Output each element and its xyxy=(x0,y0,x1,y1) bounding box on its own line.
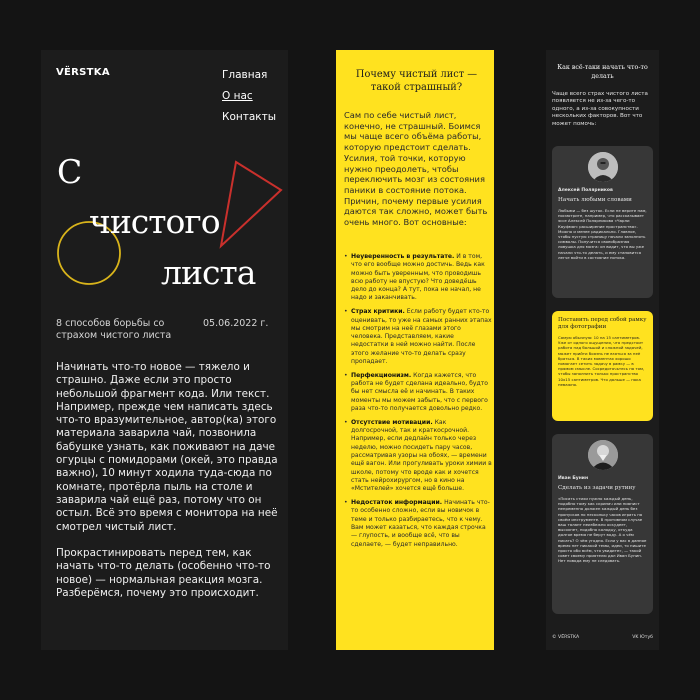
tip-text: Самую обычную: 10 на 15 сантиметров. Уже от одного ощущения, что предстоит работа над большой и сложной задачей, может прийти боязнь не взяться за неё браться. В таких моментах хорошо помогает сетить задачу в рамку — в прямом смысле. Сосредоточьтесь на том, чтобы заполнить только пространство 10х15 сантиметров. Что дальше — пока неважно. xyxy=(558,335,645,387)
article-date: 05.06.2022 г. xyxy=(203,318,269,329)
nav-link-about[interactable]: О нас xyxy=(222,90,253,102)
reasons-column xyxy=(336,50,494,650)
hero-title-line-2: чистого xyxy=(89,202,220,241)
avatar xyxy=(588,152,618,182)
tips-heading: Как всё-таки начать что-то делать xyxy=(557,64,648,80)
reason-text: Если работу будет кто-то оценивать, то уже на самых ранних этапах мы смотрим на неё глазами этого человека. Представляем, какие недостатки в ней можно найти. После этого желание что-то делать сразу пропадает. xyxy=(351,308,492,366)
reason-term: Отсутствие мотивации. xyxy=(351,418,433,426)
nav-link-contacts[interactable]: Контакты xyxy=(222,111,277,123)
list-item xyxy=(344,308,492,366)
tip-card-1 xyxy=(552,146,653,298)
site-logo[interactable]: VËRSTKA xyxy=(56,67,110,78)
tip-heading: Поставить перед собой рамку для фотографии xyxy=(558,317,647,330)
reason-term: Страх критики. xyxy=(351,308,405,316)
reason-term: Перфекционизм. xyxy=(351,371,412,379)
footer xyxy=(552,635,653,640)
author-name: Алексей Полярников xyxy=(558,188,613,193)
tips-intro: Чаще всего страх чистого листа появляется не из-за чего-то одного, а из-за совокупности нескольких факторов. Вот что может помочь: xyxy=(552,91,648,127)
reasons-intro: Сам по себе чистый лист, конечно, не страшный. Боимся мы чаще всего объёма работы, которую предстоит сделать. Усилия, той точки, которую нужно преодолеть, чтобы переключить мозг из состояния паники в состояние потока. Причин, почему первые усилия даются так сложно, может быть очень много. Вот основные: xyxy=(344,110,488,228)
footer-social-links[interactable]: VK Ютуб xyxy=(632,635,653,640)
hero-title-line-1: С xyxy=(57,152,82,191)
main-nav xyxy=(222,65,276,128)
article-intro xyxy=(56,361,281,614)
article-hero-column xyxy=(41,50,288,650)
reasons-list xyxy=(344,253,492,554)
article-subtitle: 8 способов борьбы со страхом чистого листа xyxy=(56,318,172,341)
intro-paragraph: Начинать что-то новое — тяжело и страшно. Даже если это просто небольшой фрагмент кода. Или текст. Например, прежде чем написать здесь что-то вразумительное, автор(ка) этого материала заварила чай, позвонила бабушке узнать, как поживают на даче огурцы с помидорами (окей, это правда важно), 10 минут ходила туда-сюда по комнате, протёрла пыль на столе и заварила чай ещё раз, потому что он остыл. Всё это время с монитора на неё смотрел чистый лист. xyxy=(56,361,278,533)
hero-block xyxy=(41,130,288,310)
list-item xyxy=(344,372,492,413)
tip-text: «Писать стихи нужно каждый день, подобно тому как скрипач или пианист непременно должен каждый день без пропусков по нескольку часов играть на своём инструменте. В противном случае ваш талант неизбежно оскудеет, высохнет, подобно колодцу, откуда долгое время не берут воду. А о чём писать? О чём угодно. Если у вас в данное время нет никакой темы, идеи, то пишите просто обо всём, что увидите», — такой совет своему приятелю дал Иван Бунин. Нет повода ему не следовать. xyxy=(558,496,647,564)
nav-link-home[interactable]: Главная xyxy=(222,69,268,81)
intro-paragraph: Прокрастинировать перед тем, как начать что-то делать (особенно что-то новое) — нормальная реакция мозга. Разберёмся, почему это происходит. xyxy=(56,547,271,600)
tip-heading: Сделать из задачи рутину xyxy=(558,485,636,491)
tip-heading: Начать любыми словами xyxy=(558,197,632,203)
avatar xyxy=(588,440,618,470)
list-item xyxy=(344,253,492,303)
reason-term: Недостаток информации. xyxy=(351,499,443,507)
list-item xyxy=(344,419,492,494)
reason-text: Когда кажется, что работа не будет сделана идеально, будто бы нет смысла её и начинать. В таких моменты мы можем забыть, что с первого раза что-то получается довольно редко. xyxy=(351,371,488,413)
tips-column xyxy=(546,50,659,650)
tip-card-3 xyxy=(552,434,653,614)
red-triangle-shape xyxy=(221,162,281,246)
hero-title-line-3: листа xyxy=(161,253,256,292)
list-item xyxy=(344,499,492,549)
reason-text: И в том, что его вообще можно достичь. Ведь как можно быть уверенным, что проводишь всю работу не впустую? Что доведёшь дело до конца? А тут, пока не начал, не надо и заканчивать. xyxy=(351,253,485,302)
reason-term: Неуверенность в результате. xyxy=(351,253,455,260)
footer-logo[interactable]: © VËRSTKA xyxy=(552,635,580,640)
reason-text: Как долгосрочной, так и краткосрочной. Например, если дедлайн только через неделю, можно посидеть пару часов, рассматривая узоры на обоях, — времени ещё вагон. Или прогуливать уроки химии в школе, потому что вроде как и хочется стать нейрохирургом, но в кино на «Мстителей» хочется ещё больше. xyxy=(351,418,492,493)
tip-text: Любыми — без шуток. Если не верите нам, посмотрите, например, что рассказывает эссе Алексей Полярникова «Чарли Кауфман: расширение пространства». Можно и менее радикально. Главное, чтобы пустую страницу начали заполнять символы. Получится своеобразная ловушка для мозга: он видит, что вы уже начали что-то делать, и ему становится легче войти в состояние потока. xyxy=(558,208,647,260)
author-name: Иван Бунин xyxy=(558,476,589,481)
reason-text: Начинать что-то особенно сложно, если вы новичок в теме и только разбираетесь, что к чему. Вам может казаться, что каждая строчка — глупость, и вообще всё, что вы сделаете, — будет неправильно. xyxy=(351,499,490,548)
reasons-heading: Почему чистый лист — такой страшный? xyxy=(355,69,478,93)
tip-card-2 xyxy=(552,311,653,421)
